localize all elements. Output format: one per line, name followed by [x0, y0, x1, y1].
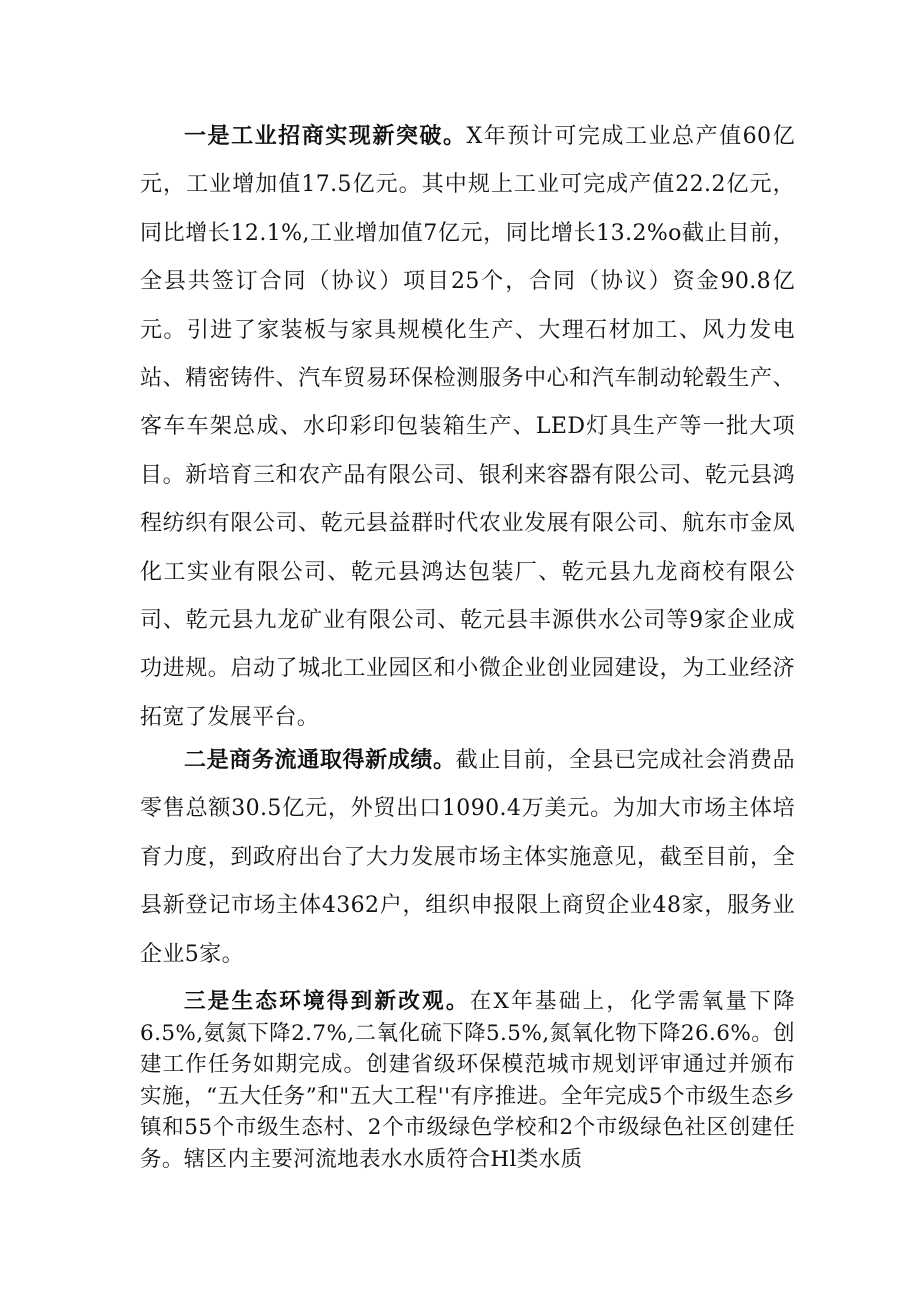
paragraph-body: 截止目前，全县已完成社会消费品零售总额30.5亿元，外贸出口1090.4万美元。为加大市场主体培育力度，到政府出台了大力发展市场主体实施意见，截至目前，全县新登记市场主体4362户，组织申报限上商贸企业48家，服务业企业5家。 — [140, 748, 795, 967]
paragraph-heading: 三是生态环境得到新改观。 — [184, 989, 470, 1014]
paragraph-body: 在X年基础上，化学需氧量下降6.5%,氨氮下降2.7%,二氧化硫下降5.5%,氮氧化物下降26.6%。创建工作任务如期完成。创建省级环保模范城市规划评审通过并颁布实施，“五大任务”和"五大工程''有序推进。全年完成5个市级生态乡镇和55个市级生态村、2个市级绿色学校和2个市级绿色社区创建任务。辖区内主要河流地表水水质符合Hl类水质 — [140, 989, 795, 1172]
paragraph-commerce — [140, 736, 795, 979]
paragraph-heading: 一是工业招商实现新突破。 — [184, 123, 467, 149]
paragraph-heading: 二是商务流通取得新成绩。 — [184, 747, 456, 773]
paragraph-industry — [140, 112, 795, 742]
paragraph-body: X年预计可完成工业总产值60亿元，工业增加值17.5亿元。其中规上工业可完成产值22.2亿元，同比增长12.1%,工业增加值7亿元，同比增长13.2%o截止目前，全县共签订合同（协议）项目25个，合同（协议）资金90.8亿元。引进了家装板与家具规模化生产、大理石材加工、风力发电站、精密铸件、汽车贸易环保检测服务中心和汽车制动轮毂生产、客车车架总成、水印彩印包装箱生产、LED灯具生产等一批大项目。新培育三和农产品有限公司、银利来容器有限公司、乾元县鸿程纺织有限公司、乾元县益群时代农业发展有限公司、航东市金凤化工实业有限公司、乾元县鸿达包装厂、乾元县九龙商校有限公司、乾元县九龙矿业有限公司、乾元县丰源供水公司等9家企业成功进规。启动了城北工业园区和小微企业创业园建设，为工业经济拓宽了发展平台。 — [140, 124, 795, 730]
paragraph-environment — [140, 986, 795, 1176]
